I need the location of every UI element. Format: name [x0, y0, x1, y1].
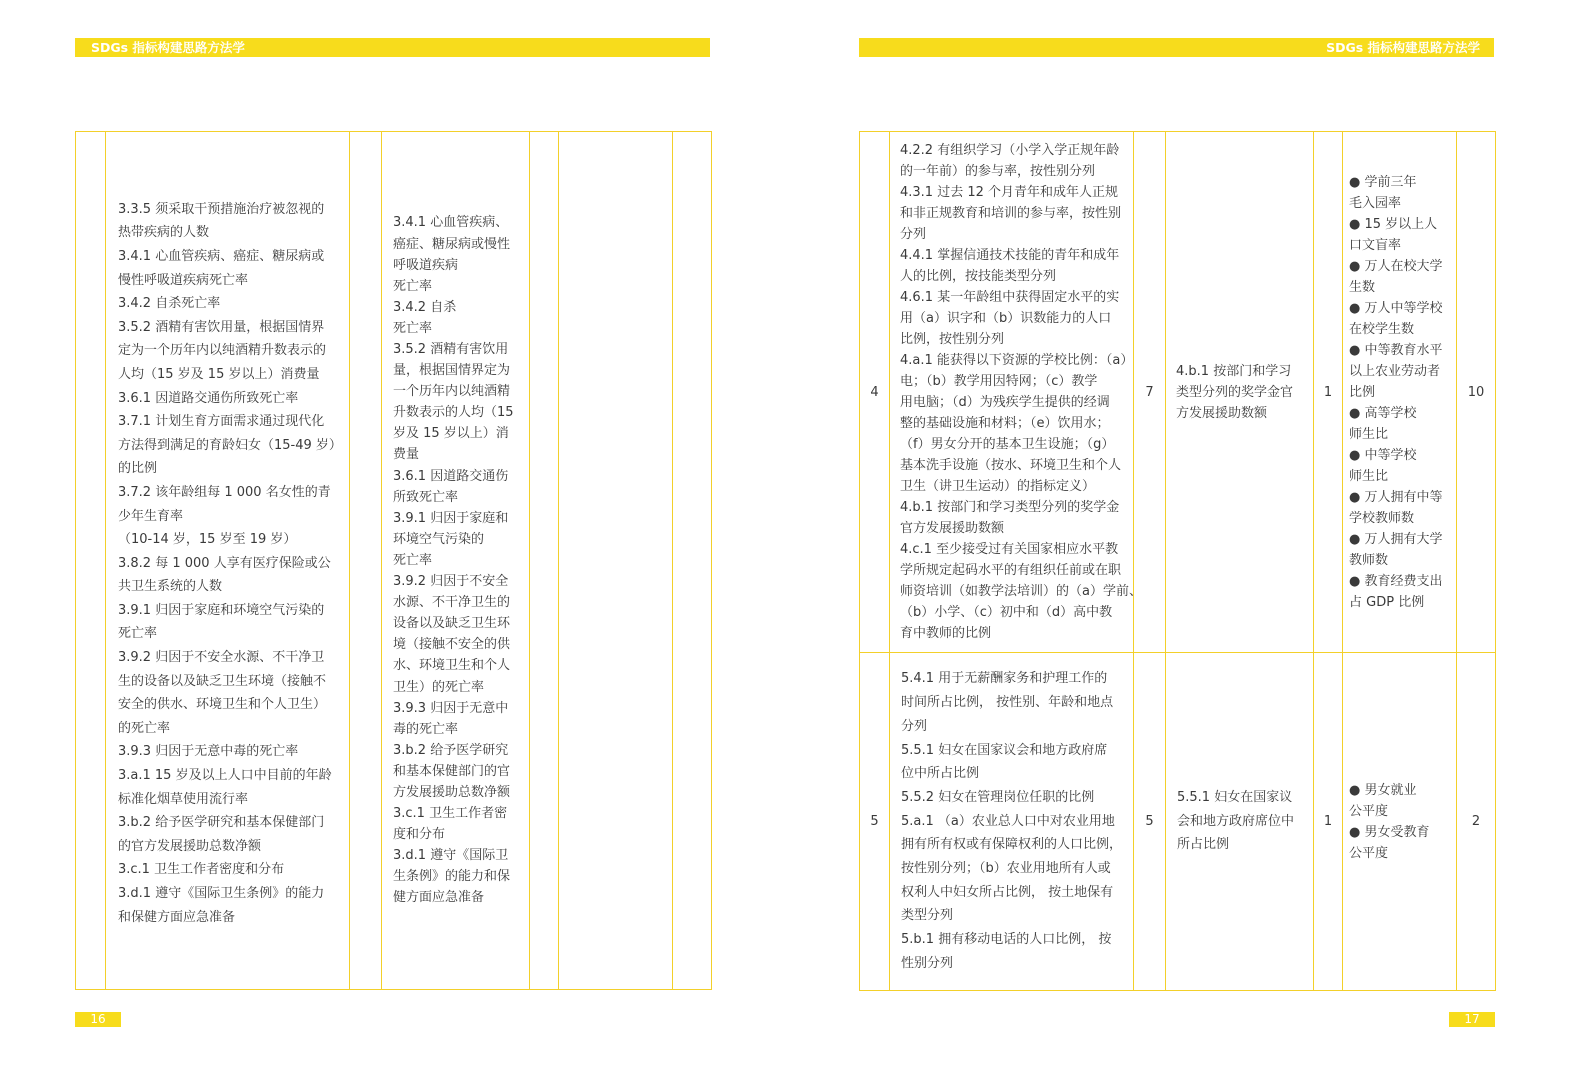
indicators-cell [890, 653, 1134, 991]
goal-number-cell: 4 [860, 132, 890, 653]
cell-line: 时间所占比例， 按性别、年龄和地点 [901, 695, 1114, 711]
cell-line: 3.b.2 给予医学研究 [393, 742, 509, 758]
cell-line: 按性别分列；（b）农业用地所有人或 [901, 861, 1111, 877]
selected-indicator-list [1166, 786, 1313, 857]
cell-line: 一个历年内以纯酒精 [393, 384, 511, 400]
cell-line: 3.3.5 须采取干预措施治疗被忽视的 [118, 201, 325, 217]
cell-line: 5.5.1 妇女在国家议 [1177, 789, 1293, 805]
cell-line: 的官方发展援助总数净额 [118, 838, 262, 854]
cell-line: 比例，按性别分列 [900, 332, 1005, 347]
left-page [0, 0, 793, 1077]
cell-line: 电；（b）教学用因特网；（c）教学 [900, 374, 1098, 389]
cell-line: 境（接触不安全的供 [393, 637, 511, 653]
supplement-list [1343, 172, 1456, 613]
cell-line: 水、环境卫生和个人 [393, 658, 511, 674]
goal-cell [76, 132, 106, 990]
cell-line: 3.4.1 心血管疾病、 [393, 215, 509, 231]
cell-line: 3.7.2 该年龄组每 1 000 名女性的青 [118, 484, 331, 500]
cell-line: ● 万人中等学校 [1349, 300, 1443, 316]
cell-line: 人均（15 岁及 15 岁以上）消费量 [118, 366, 320, 382]
right-indicator-table [859, 131, 1496, 991]
cell-line: 毒的死亡率 [393, 721, 459, 737]
cell-line: 师生比 [1349, 468, 1389, 484]
cell-line: 类型分列 [901, 908, 954, 924]
cell-line: 卫生）的死亡率 [393, 679, 485, 695]
cell-line: 生数 [1349, 279, 1376, 295]
cell-line: 学校教师数 [1349, 510, 1415, 526]
cell-line: 师资培训（如教学法培训）的（a）学前、 [900, 584, 1142, 599]
cell-line: 5.a.1 （a）农业总人口中对农业用地 [901, 813, 1115, 829]
supplement-cell [559, 132, 673, 990]
selected-count-cell: 1 [1314, 653, 1343, 991]
left-header-title: SDGs 指标构建思路方法学 [91, 40, 245, 55]
right-page [793, 0, 1587, 1077]
cell-line: 拥有所有权或有保障权利的人口比例， [901, 837, 1123, 853]
cell-line: 师生比 [1349, 426, 1389, 442]
selected-indicators-cell [1166, 653, 1314, 991]
cell-line: 以上农业劳动者 [1349, 363, 1441, 379]
cell-line: 费量 [393, 447, 420, 463]
table-row-goal-5 [860, 653, 1496, 991]
cell-line: 死亡率 [393, 320, 433, 336]
cell-line: 基本洗手设施（按水、环境卫生和个人 [900, 458, 1122, 473]
cell-line: 方发展援助总数净额 [393, 784, 511, 800]
cell-line: 整的基础设施和材料；（e）饮用水； [900, 416, 1110, 431]
cell-line: 度和分布 [393, 827, 446, 843]
cell-line: 生的设备以及缺乏卫生环境（接触不 [118, 673, 327, 689]
cell-line: 3.4.1 心血管疾病、癌症、糖尿病或 [118, 248, 325, 264]
supplement-list [1343, 780, 1456, 864]
cell-line: 水源、不干净卫生的 [393, 595, 511, 611]
cell-line: 死亡率 [118, 626, 158, 642]
cell-line: ● 中等教育水平 [1349, 342, 1443, 358]
indicator-list [890, 140, 1142, 644]
selected-indicators-cell [382, 132, 530, 990]
cell-line: ● 万人拥有中等 [1349, 489, 1443, 505]
cell-line: ● 万人在校大学 [1349, 258, 1443, 274]
cell-line: 公平度 [1349, 845, 1389, 861]
cell-line: 慢性呼吸道疾病死亡率 [118, 272, 249, 288]
cell-line: 方发展援助数额 [1176, 405, 1268, 421]
cell-line: 人的比例，按技能类型分列 [900, 269, 1057, 284]
cell-line: 5.4.1 用于无薪酬家务和护理工作的 [901, 671, 1108, 687]
cell-line: 卫生（讲卫生运动）的指标定义） [900, 479, 1096, 494]
cell-line: 量，根据国情界定为 [393, 363, 511, 379]
cell-line: 安全的供水、环境卫生和个人卫生） [118, 697, 327, 713]
right-header-title: SDGs 指标构建思路方法学 [1326, 40, 1480, 55]
cell-line: 用（a）识字和（b）识数能力的人口 [900, 311, 1112, 326]
cell-line: 5.5.1 妇女在国家议会和地方政府席 [901, 742, 1108, 758]
cell-line: ● 15 岁以上人 [1349, 216, 1438, 232]
cell-line: 3.5.2 酒精有害饮用 [393, 342, 509, 358]
cell-line: 少年生育率 [118, 508, 184, 524]
cell-line: 3.4.2 自杀死亡率 [118, 296, 221, 312]
selected-count-cell [530, 132, 559, 990]
cell-line: （10-14 岁，15 岁至 19 岁） [118, 532, 297, 548]
cell-line: （f）男女分开的基本卫生设施；（g） [900, 437, 1115, 452]
cell-line: 4.b.1 按部门和学习 [1176, 363, 1292, 379]
cell-line: 3.4.2 自杀 [393, 299, 457, 315]
cell-line: 3.9.3 归因于无意中毒的死亡率 [118, 744, 299, 760]
selected-indicator-list [382, 212, 529, 908]
indicator-list [890, 667, 1133, 975]
indicator-count-cell [350, 132, 382, 990]
cell-line: 3.d.1 遵守《国际卫 [393, 848, 509, 864]
cell-line: 3.6.1 因道路交通伤 [393, 468, 509, 484]
selected-count-cell: 1 [1314, 132, 1343, 653]
cell-line: 定为一个历年内以纯酒精升数表示的 [118, 343, 327, 359]
left-indicator-table [75, 131, 712, 990]
cell-line: 3.9.1 归因于家庭和环境空气污染的 [118, 602, 325, 618]
cell-line: 的死亡率 [118, 720, 171, 736]
right-page-number: 17 [1449, 1012, 1495, 1027]
table-row-goal-4 [860, 132, 1496, 653]
cell-line: 3.a.1 15 岁及以上人口中目前的年龄 [118, 768, 332, 784]
cell-line: 在校学生数 [1349, 321, 1415, 337]
cell-line: 设备以及缺乏卫生环 [393, 616, 511, 632]
cell-line: 4.4.1 掌握信通技术技能的青年和成年 [900, 248, 1120, 263]
cell-line: 权利人中妇女所占比例， 按土地保有 [901, 884, 1114, 900]
cell-line: 学所规定起码水平的有组织任前或在职 [900, 563, 1122, 578]
cell-line: 3.d.1 遵守《国际卫生条例》的能力 [118, 886, 325, 902]
cell-line: 用电脑；（d）为残疾学生提供的经调 [900, 395, 1110, 410]
cell-line: 共卫生系统的人数 [118, 579, 223, 595]
cell-line: 的比例 [118, 461, 158, 477]
cell-line: 3.5.2 酒精有害饮用量，根据国情界 [118, 319, 325, 335]
cell-line: 标准化烟草使用流行率 [118, 791, 249, 807]
cell-line: 4.b.1 按部门和学习类型分列的奖学金 [900, 500, 1120, 515]
supplement-count-cell: 2 [1457, 653, 1496, 991]
cell-line: 教师数 [1349, 552, 1389, 568]
cell-line: 3.9.2 归因于不安全水源、不干净卫 [118, 650, 325, 666]
cell-line: 占 GDP 比例 [1349, 594, 1425, 610]
cell-line: 3.9.3 归因于无意中 [393, 700, 509, 716]
cell-line: 呼吸道疾病 [393, 257, 459, 273]
cell-line: 所占比例 [1177, 837, 1230, 853]
cell-line: 5.b.1 拥有移动电话的人口比例， 按 [901, 932, 1112, 948]
cell-line: 3.c.1 卫生工作者密 [393, 806, 508, 822]
left-header-bar [75, 38, 710, 57]
cell-line: 性别分列 [901, 955, 954, 971]
cell-line: 分列 [900, 227, 927, 242]
cell-line: 毛入园率 [1349, 195, 1402, 211]
cell-line: 4.a.1 能获得以下资源的学校比例：（a） [900, 353, 1134, 368]
indicator-count-cell: 5 [1134, 653, 1166, 991]
cell-line: 5.5.2 妇女在管理岗位任职的比例 [901, 789, 1095, 805]
cell-line: 3.b.2 给予医学研究和基本保健部门 [118, 815, 325, 831]
cell-line: ● 男女就业 [1349, 782, 1417, 798]
selected-indicator-list [1166, 361, 1313, 424]
right-header-bar [859, 38, 1494, 57]
cell-line: ● 中等学校 [1349, 447, 1417, 463]
supplement-count-cell [673, 132, 712, 990]
cell-line: 健方面应急准备 [393, 890, 485, 906]
cell-line: （b）小学、（c）初中和（d）高中教 [900, 605, 1113, 620]
cell-line: 公平度 [1349, 803, 1389, 819]
cell-line: 位中所占比例 [901, 766, 980, 782]
cell-line: 所致死亡率 [393, 489, 459, 505]
cell-line: 3.9.2 归因于不安全 [393, 574, 509, 590]
cell-line: 和非正规教育和培训的参与率，按性别 [900, 206, 1122, 221]
cell-line: 育中教师的比例 [900, 626, 992, 641]
selected-indicators-cell [1166, 132, 1314, 653]
cell-line: ● 男女受教育 [1349, 824, 1430, 840]
cell-line: 方法得到满足的育龄妇女（15-49 岁） [118, 437, 342, 453]
indicator-list [106, 192, 349, 929]
supplement-cell [1343, 653, 1457, 991]
cell-line: 3.8.2 每 1 000 人享有医疗保险或公 [118, 555, 331, 571]
cell-line: 3.7.1 计划生育方面需求通过现代化 [118, 414, 325, 430]
table-row [76, 132, 712, 990]
cell-line: 类型分列的奖学金官 [1176, 384, 1294, 400]
cell-line: 3.6.1 因道路交通伤所致死亡率 [118, 390, 299, 406]
cell-line: 3.c.1 卫生工作者密度和分布 [118, 862, 285, 878]
goal-number-cell: 5 [860, 653, 890, 991]
cell-line: 和保健方面应急准备 [118, 909, 236, 925]
cell-line: 4.3.1 过去 12 个月青年和成年人正规 [900, 185, 1119, 200]
cell-line: 4.6.1 某一年龄组中获得固定水平的实 [900, 290, 1120, 305]
cell-line: 死亡率 [393, 552, 433, 568]
cell-line: 岁及 15 岁以上）消 [393, 426, 509, 442]
cell-line: 死亡率 [393, 278, 433, 294]
cell-line: 升数表示的人均（15 [393, 405, 514, 421]
cell-line: ● 万人拥有大学 [1349, 531, 1443, 547]
supplement-cell [1343, 132, 1457, 653]
cell-line: 环境空气污染的 [393, 531, 485, 547]
cell-line: 的一年前）的参与率，按性别分列 [900, 164, 1096, 179]
left-page-number: 16 [75, 1012, 121, 1027]
cell-line: 4.2.2 有组织学习（小学入学正规年龄 [900, 143, 1120, 158]
cell-line: ● 学前三年 [1349, 174, 1417, 190]
cell-line: 癌症、糖尿病或慢性 [393, 236, 511, 252]
cell-line: ● 高等学校 [1349, 405, 1417, 421]
cell-line: 比例 [1349, 384, 1376, 400]
cell-line: 和基本保健部门的官 [393, 763, 511, 779]
cell-line: 会和地方政府席位中 [1177, 813, 1295, 829]
cell-line: 官方发展援助数额 [900, 521, 1005, 536]
cell-line: ● 教育经费支出 [1349, 573, 1443, 589]
cell-line: 3.9.1 归因于家庭和 [393, 510, 509, 526]
cell-line: 口文盲率 [1349, 237, 1402, 253]
indicators-cell [106, 132, 350, 990]
cell-line: 生条例》的能力和保 [393, 869, 511, 885]
cell-line: 分列 [901, 718, 928, 734]
indicators-cell [890, 132, 1142, 653]
cell-line: 4.c.1 至少接受过有关国家相应水平教 [900, 542, 1119, 557]
supplement-count-cell: 10 [1457, 132, 1496, 653]
cell-line: 热带疾病的人数 [118, 225, 210, 241]
indicator-count-cell: 7 [1134, 132, 1166, 653]
